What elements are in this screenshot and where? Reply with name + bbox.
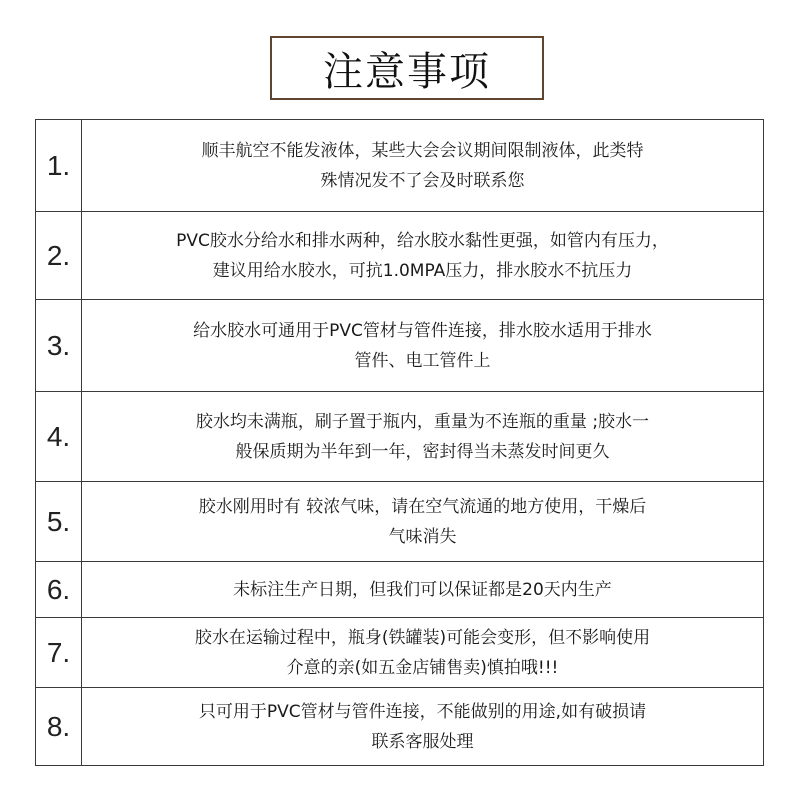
row-number: 3. xyxy=(36,300,82,391)
table-row xyxy=(36,618,763,688)
row-number: 7. xyxy=(36,618,82,687)
title-box xyxy=(270,36,544,100)
row-text xyxy=(82,212,763,299)
row-text-line: 胶水均未满瓶，刷子置于瓶内，重量为不连瓶的重量 ;胶水一 xyxy=(195,411,650,432)
row-text-line: 给水胶水可通用于PVC管材与管件连接，排水胶水适用于排水 xyxy=(193,320,652,341)
row-text-line: 建议用给水胶水，可抗1.0MPA压力，排水胶水不抗压力 xyxy=(212,260,633,281)
table-row xyxy=(36,120,763,212)
row-text xyxy=(82,688,763,765)
table-row xyxy=(36,392,763,482)
row-text xyxy=(82,562,763,617)
row-text-line: 气味消失 xyxy=(388,526,457,547)
row-text-line: 殊情况发不了会及时联系您 xyxy=(320,170,525,191)
row-text-line: 只可用于PVC管材与管件连接，不能做别的用途,如有破损请 xyxy=(198,701,647,722)
row-number: 6. xyxy=(36,562,82,617)
row-text-line: 介意的亲(如五金店铺售卖)慎拍哦!!! xyxy=(286,657,559,678)
table-row xyxy=(36,688,763,766)
row-text xyxy=(82,392,763,481)
notice-table xyxy=(35,119,764,766)
row-text xyxy=(82,618,763,687)
row-text xyxy=(82,482,763,561)
row-text-line: PVC胶水分给水和排水两种，给水胶水黏性更强，如管内有压力， xyxy=(176,230,669,251)
row-text-line: 胶水刚用时有 较浓气味，请在空气流通的地方使用，干燥后 xyxy=(198,496,647,517)
row-text-line: 管件、电工管件上 xyxy=(354,350,491,371)
row-number: 4. xyxy=(36,392,82,481)
row-text xyxy=(82,120,763,211)
table-row xyxy=(36,482,763,562)
row-text-line: 联系客服处理 xyxy=(371,731,474,752)
row-number: 5. xyxy=(36,482,82,561)
table-row xyxy=(36,300,763,392)
row-text-line: 未标注生产日期，但我们可以保证都是20天内生产 xyxy=(233,579,612,600)
row-text-line: 顺丰航空不能发液体，某些大会会议期间限制液体，此类特 xyxy=(201,140,644,161)
row-text-line: 胶水在运输过程中，瓶身(铁罐装)可能会变形，但不影响使用 xyxy=(194,627,651,648)
page-title: 注意事项 xyxy=(323,48,491,95)
row-number: 1. xyxy=(36,120,82,211)
row-text-line: 般保质期为半年到一年，密封得当未蒸发时间更久 xyxy=(235,441,610,462)
table-row xyxy=(36,212,763,300)
row-number: 2. xyxy=(36,212,82,299)
row-text xyxy=(82,300,763,391)
table-row xyxy=(36,562,763,618)
row-number: 8. xyxy=(36,688,82,765)
